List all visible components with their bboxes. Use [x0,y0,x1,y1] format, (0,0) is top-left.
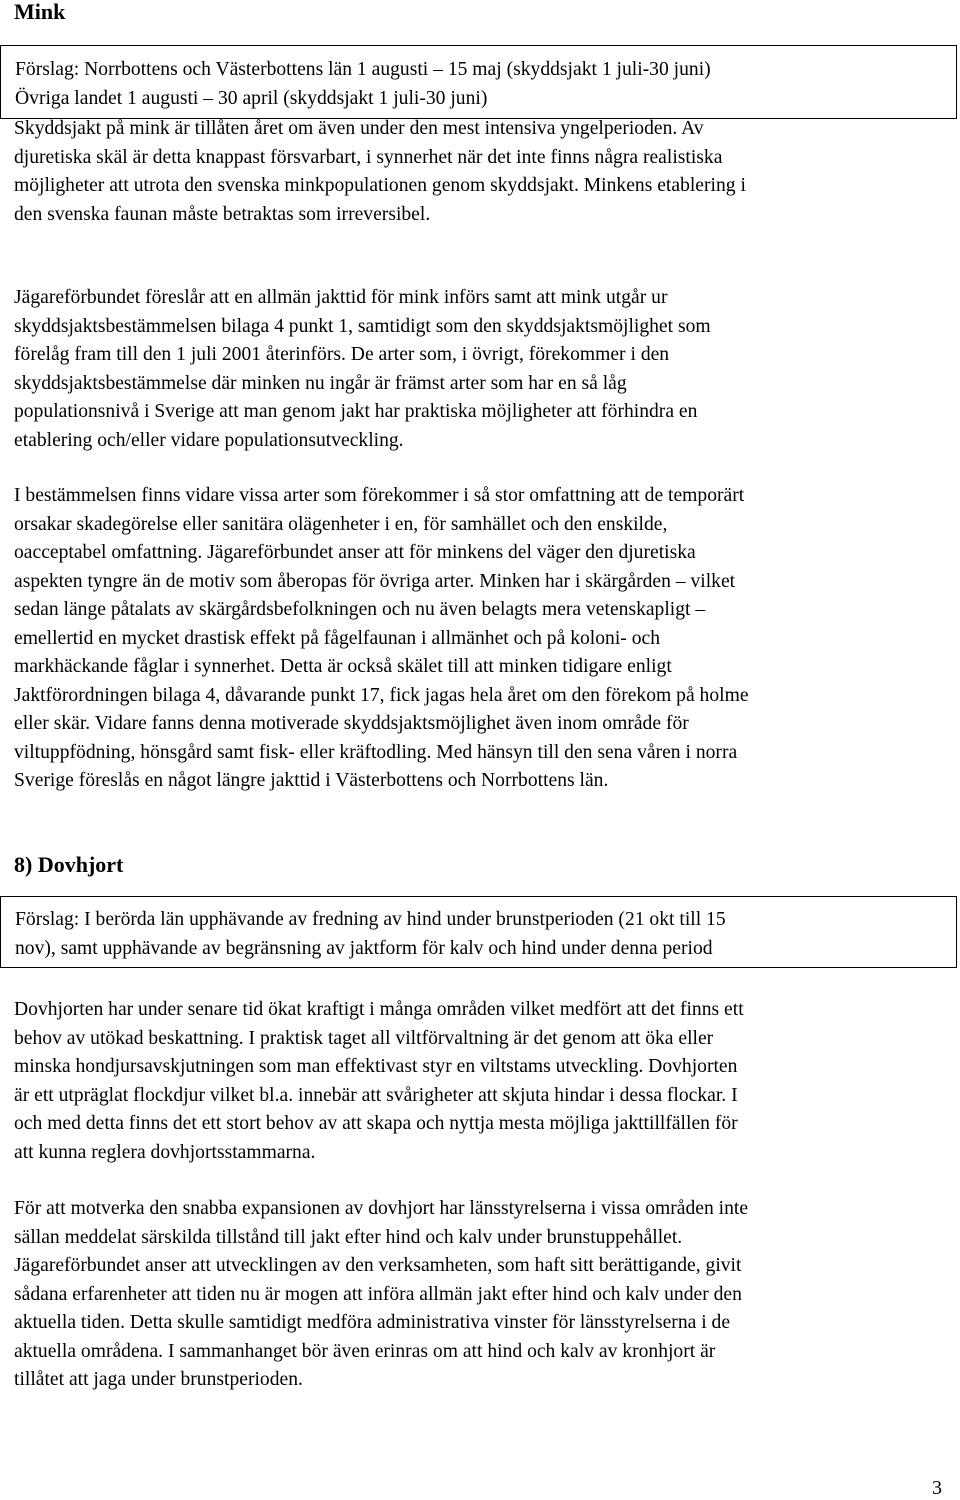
paragraph-dovhjort-1: Dovhjorten har under senare tid ökat kraftigt i många områden vilket medfört att det finns ett behov av utökad beskattning. I praktisk taget all viltförvaltning är det genom att öka eller minska hondjursavskjutningen som man effektivast styr en viltstams utveckling. Dovhjorten är ett utpräglat flockdjur vilket bl.a. innebär att svårigheter att skjuta hindar i dessa flockar. I och med detta finns det ett stort behov av att skapa och nyttja mesta möjliga jakttillfällen för att kunna reglera dovhjortsstammarna. [14,999,744,1163]
proposal-box-dovhjort [0,896,957,968]
page-number: 3 [932,1477,942,1499]
proposal-text-dovhjort: Förslag: I berörda län upphävande av fredning av hind under brunstperioden (21 okt till 15 nov), samt upphävande av begränsning av jaktform för kalv och hind under denna period [15,909,726,959]
paragraph-mink-3: I bestämmelsen finns vidare vissa arter som förekommer i så stor omfattning att de temporärt orsakar skadegörelse eller sanitära olägenheter i en, för samhället och den enskilde, oacceptabel omfattning. Jägareförbundet anser att för minkens del väger den djuretiska aspekten tyngre än de motiv som åberopas för övriga arter. Minken har i skärgården – vilket sedan länge påtalats av skärgårdsbefolkningen och nu även belagts mera vetenskapligt – emellertid en mycket drastisk effekt på fågelfaunan i allmänhet och på koloni- och markhäckande fåglar i synnerhet. Detta är också skälet till att minken tidigare enligt Jaktförordningen bilaga 4, dåvarande punkt 17, fick jagas hela året om den förekom på holme eller skär. Vidare fanns denna motiverade skyddsjaktsmöjlighet även inom område för viltuppfödning, hönsgård samt fisk- eller kräftodling. Med hänsyn till den sena våren i norra Sverige föreslås en något längre jakttid i Västerbottens och Norrbottens län. [14,485,749,791]
section-heading-mink: Mink [14,0,66,24]
section-heading-dovhjort: 8) Dovhjort [14,852,124,877]
proposal-text-mink: Förslag: Norrbottens och Västerbottens län 1 augusti – 15 maj (skyddsjakt 1 juli-30 juni) Övriga landet 1 augusti – 30 april (skyddsjakt 1 juli-30 juni) [15,59,711,109]
paragraph-mink-2: Jägareförbundet föreslår att en allmän jakttid för mink införs samt att mink utgår ur skyddsjaktsbestämmelsen bilaga 4 punkt 1, samtidigt som den skyddsjaktsmöjlighet som förelåg fram till den 1 juli 2001 återinförs. De arter som, i övrigt, förekommer i den skyddsjaktsbestämmelse där minken nu ingår är främst arter som har en så låg populationsnivå i Sverige att man genom jakt har praktiska möjligheter att förhindra en etablering och/eller vidare populationsutveckling. [14,287,711,451]
proposal-box-mink [0,45,957,119]
paragraph-dovhjort-2: För att motverka den snabba expansionen av dovhjort har länsstyrelserna i vissa områden inte sällan meddelat särskilda tillstånd till jakt efter hind och kalv under brunstuppehållet. Jägareförbundet anser att utvecklingen av den verksamheten, som haft sitt berättigande, givit sådana erfarenheter att tiden nu är mogen att införa allmän jakt efter hind och kalv under den aktuella tiden. Detta skulle samtidigt medföra administrativa vinster för länsstyrelserna i de aktuella områdena. I sammanhanget bör även erinras om att hind och kalv av kronhjort är tillåtet att jaga under brunstperioden. [14,1198,749,1390]
paragraph-mink-1: Skyddsjakt på mink är tillåten året om även under den mest intensiva yngelperioden. Av djuretiska skäl är detta knappast försvarbart, i synnerhet när det inte finns några realistiska möjligheter att utrota den svenska minkpopulationen genom skyddsjakt. Minkens etablering i den svenska faunan måste betraktas som irreversibel. [14,118,746,225]
